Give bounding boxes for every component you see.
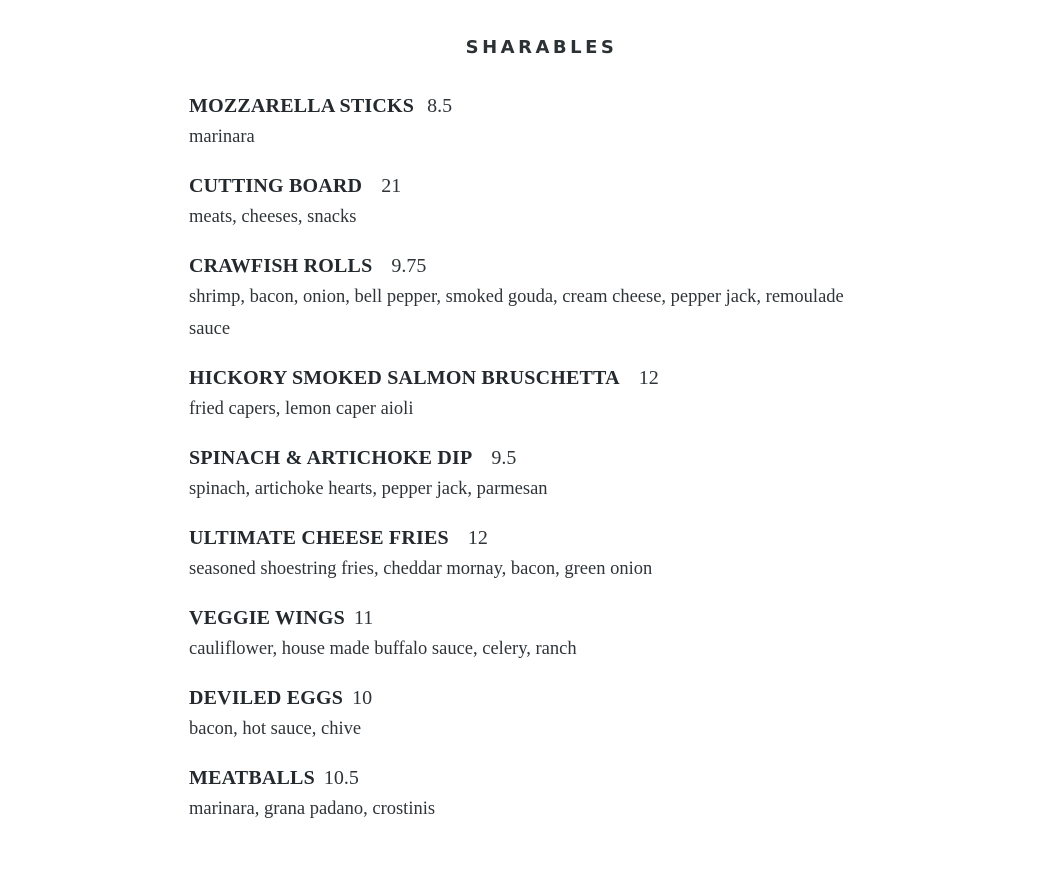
menu-item-name: ULTIMATE CHEESE FRIES <box>189 527 449 549</box>
menu-item-description: fried capers, lemon caper aioli <box>189 399 414 419</box>
menu-item-price: 9.75 <box>391 255 427 277</box>
menu-item <box>189 524 869 585</box>
menu-item-heading <box>189 252 869 280</box>
menu-item <box>189 252 869 345</box>
menu-item-heading <box>189 92 869 120</box>
menu-item <box>189 444 869 505</box>
menu-item-heading <box>189 604 869 632</box>
menu-item <box>189 172 869 233</box>
menu-item-name: HICKORY SMOKED SALMON BRUSCHETTA <box>189 367 620 389</box>
menu-item-name: CUTTING BOARD <box>189 175 363 197</box>
menu-item-price: 12 <box>638 367 659 389</box>
menu-item-name: MEATBALLS <box>189 767 315 789</box>
menu-item-name: CRAWFISH ROLLS <box>189 255 373 277</box>
menu-item-name: VEGGIE WINGS <box>189 607 345 629</box>
menu-item-description: seasoned shoestring fries, cheddar mornay, bacon, green onion <box>189 559 653 579</box>
menu-item <box>189 92 869 153</box>
menu-item-price: 21 <box>381 175 402 197</box>
menu-item-description: bacon, hot sauce, chive <box>189 719 362 739</box>
menu-item-name: SPINACH & ARTICHOKE DIP <box>189 447 473 469</box>
menu-item-description: spinach, artichoke hearts, pepper jack, parmesan <box>189 479 548 499</box>
menu-item <box>189 364 869 425</box>
menu-item-description: cauliflower, house made buffalo sauce, celery, ranch <box>189 639 577 659</box>
menu-item-description: marinara, grana padano, crostinis <box>189 799 436 819</box>
menu-item-name: MOZZARELLA STICKS <box>189 95 415 117</box>
menu-item-price: 12 <box>467 527 488 549</box>
menu-item-heading <box>189 764 869 792</box>
menu-item-description: meats, cheeses, snacks <box>189 207 357 227</box>
menu-item-description: shrimp, bacon, onion, bell pepper, smoked gouda, cream cheese, pepper jack, remoulade sauce <box>189 287 844 339</box>
menu-item-heading <box>189 524 869 552</box>
menu-item-price: 8.5 <box>427 95 453 117</box>
section-title: SHARABLES <box>465 37 618 58</box>
menu-item-heading <box>189 172 869 200</box>
menu-item-description: marinara <box>189 127 255 147</box>
menu-item <box>189 684 869 745</box>
menu-item-heading <box>189 364 869 392</box>
menu-item <box>189 764 869 825</box>
menu-item-heading <box>189 684 869 712</box>
menu-item-price: 10.5 <box>323 767 359 789</box>
menu-item-name: DEVILED EGGS <box>189 687 344 709</box>
menu-item <box>189 604 869 665</box>
menu-item-price: 11 <box>353 607 374 629</box>
menu-item-price: 9.5 <box>491 447 517 469</box>
menu-item-price: 10 <box>352 687 373 709</box>
menu-list <box>189 92 869 844</box>
menu-item-heading <box>189 444 869 472</box>
